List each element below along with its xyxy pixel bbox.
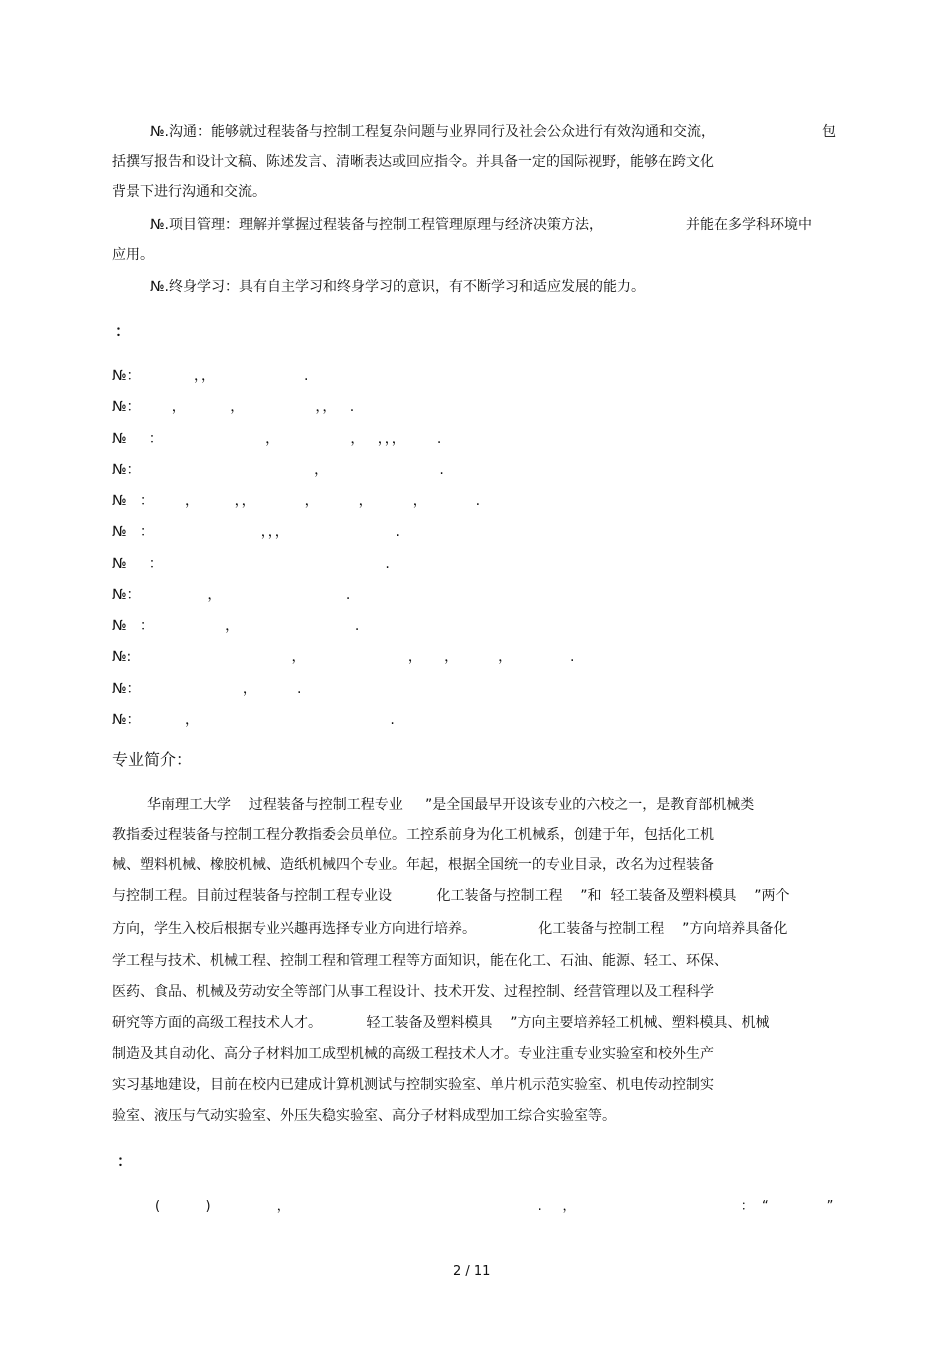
numbered-line: № ： .	[112, 556, 390, 572]
outcome-project-management-line-1: №.项目管理：理解并掌握过程装备与控制工程管理原理与经济决策方法，	[150, 217, 604, 233]
intro-line: 械、塑料机械、橡胶机械、造纸机械四个专业。年起，根据全国统一的专业目录，改名为过程装备	[112, 857, 714, 873]
outcome-project-management-line-2: 应用。	[112, 247, 154, 263]
section-colon: ：	[115, 322, 131, 340]
outcome-communication-line-2: 括撰写报告和设计文稿、陈述发言、清晰表达或回应指令。并具备一定的国际视野，能够在跨文化	[112, 154, 714, 170]
intro-line: 方向，学生入校后根据专业兴趣再选择专业方向进行培养。 化工装备与控制工程 ”方向培养具备化	[112, 921, 788, 937]
section-colon: ：	[117, 1152, 133, 1170]
intro-heading: 专业简介：	[112, 750, 193, 769]
numbered-line: №： ， ， ，， .	[112, 399, 355, 415]
intro-line: 制造及其自动化、高分子材料加工成型机械的高级工程技术人才。专业注重专业实验室和校外生产	[112, 1046, 714, 1062]
numbered-line: №： ， .	[112, 681, 302, 697]
outcome-communication-line-1: №.沟通：能够就过程装备与控制工程复杂问题与业界同行及社会公众进行有效沟通和交流，	[150, 124, 716, 140]
intro-line: 与控制工程。目前过程装备与控制工程专业设 化工装备与控制工程 ”和 轻工装备及塑料模具 ”两个	[112, 888, 790, 904]
numbered-line: № ： ， ， ，，， .	[112, 431, 442, 447]
intro-line: 验室、液压与气动实验室、外压失稳实验室、高分子材料成型加工综合实验室等。	[112, 1108, 616, 1124]
numbered-line: № ： ，，， .	[112, 524, 400, 540]
numbered-line: №： ，， .	[112, 368, 309, 384]
numbered-line: № ： ， ，， ， ， ， .	[112, 493, 481, 509]
numbered-line: №： ， .	[112, 712, 395, 728]
intro-line: 医药、食品、机械及劳动安全等部门从事工程设计、技术开发、过程控制、经营管理以及工程科学	[112, 984, 714, 1000]
outcome-lifelong-learning: №.终身学习：具有自主学习和终身学习的意识，有不断学习和适应发展的能力。	[150, 279, 646, 295]
outcome-communication-line-1-end: 包	[822, 124, 836, 140]
intro-line: 实习基地建设，目前在校内已建成计算机测试与控制实验室、单片机示范实验室、机电传动控制实	[112, 1077, 714, 1093]
outcome-communication-line-3: 背景下进行沟通和交流。	[112, 184, 266, 200]
numbered-line: №: ， ， ， ， .	[112, 649, 575, 665]
intro-line: 华南理工大学 过程装备与控制工程专业 ”是全国最早开设该专业的六校之一，是教育部机械类	[147, 797, 755, 813]
numbered-line: №： ， .	[112, 587, 351, 603]
paren-line: ( ) ， . ， ： “ ”	[155, 1199, 834, 1214]
intro-line: 研究等方面的高级工程技术人才。 轻工装备及塑料模具 ”方向主要培养轻工机械、塑料模具、机械	[112, 1015, 770, 1031]
numbered-line: №： ， .	[112, 462, 444, 478]
page-number: 2 / 11	[453, 1264, 491, 1279]
intro-line: 教指委过程装备与控制工程分教指委会员单位。工控系前身为化工机械系，创建于年，包括化工机	[112, 827, 714, 843]
intro-line: 学工程与技术、机械工程、控制工程和管理工程等方面知识，能在化工、石油、能源、轻工、环保、	[112, 953, 728, 969]
outcome-project-management-line-1-end: 并能在多学科环境中	[686, 217, 812, 233]
numbered-line: № ： ， .	[112, 618, 360, 634]
